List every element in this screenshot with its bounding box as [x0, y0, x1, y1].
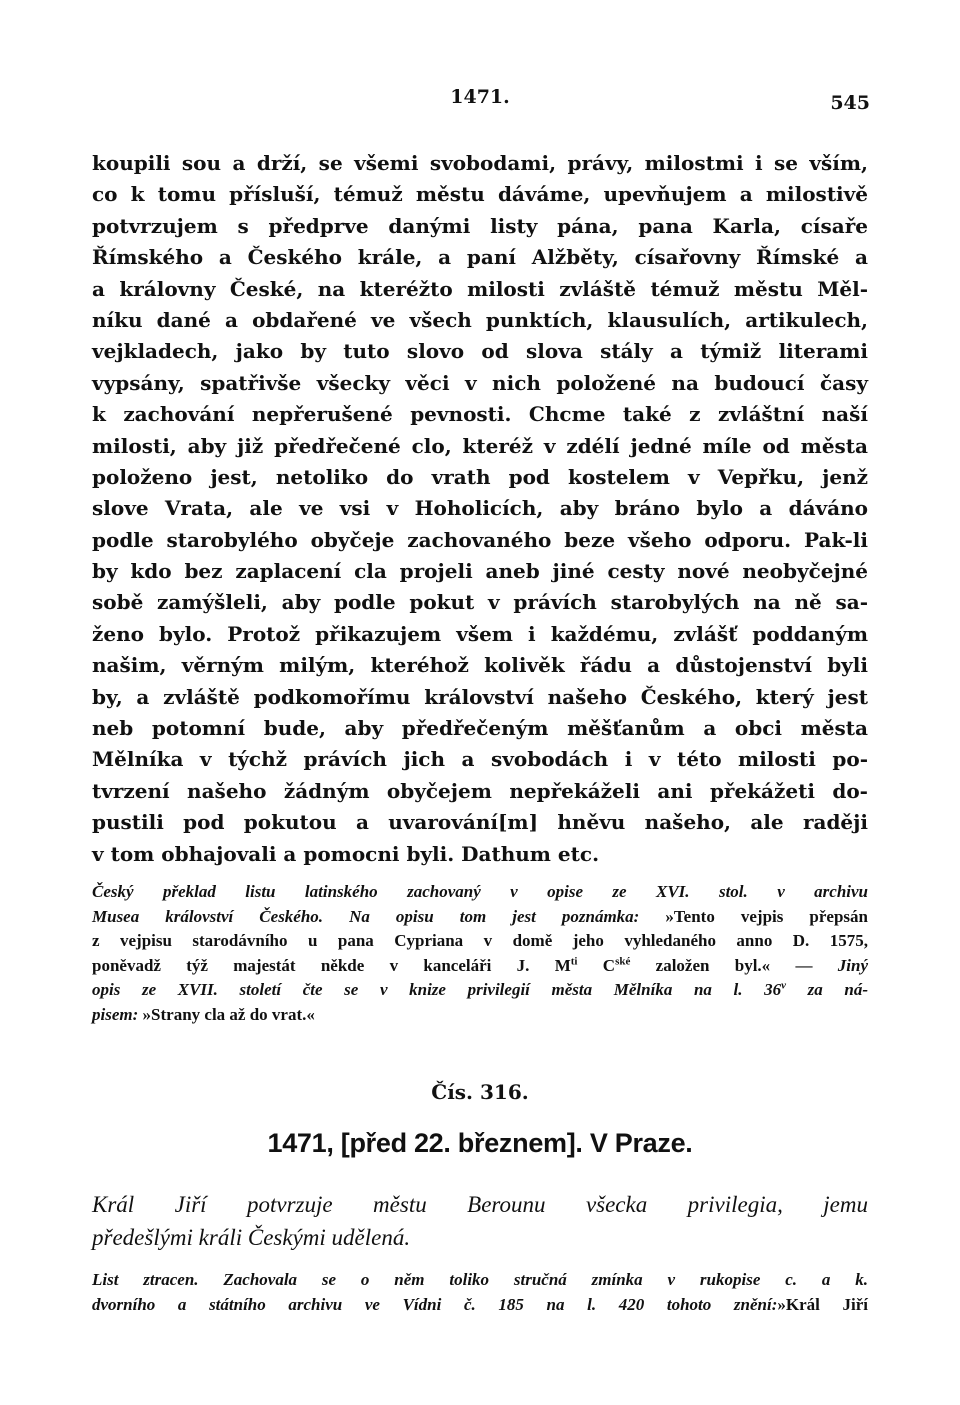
note-line	[92, 905, 868, 930]
note-italic-text: pisem:	[92, 1004, 139, 1024]
entry-summary	[92, 1188, 868, 1254]
text-line: našim, věrným milým, kteréhož kolivěk řádu a důstojenství byli	[92, 653, 868, 678]
note-quote-text: založen byl.« —	[630, 955, 813, 975]
charter-body-text	[92, 148, 868, 870]
note-italic-text: Musea království Českého. Na opisu tom jest poznámka:	[92, 906, 640, 926]
entry-heading: 1471, [před 22. březnem]. V Praze.	[267, 1128, 693, 1158]
text-line: k zachování nepřerušené pevnosti. Chcme také z zvláštní naší	[92, 402, 868, 427]
text-line: co k tomu přísluší, témuž městu dáváme, upevňujem a milostivě	[92, 182, 868, 207]
note-line: Český překlad listu latinského zachovaný v opise ze XVI. stol. v archivu	[92, 882, 868, 901]
note-italic-text: Jiný	[837, 955, 869, 975]
text-line: Římského a Českého krále, a paní Alžběty, císařovny Římské a	[92, 245, 868, 270]
note-quote-text: poněvadž týž majestát někde v kanceláři J. M	[92, 955, 571, 975]
text-line: neb potomní bude, aby předřečeným měšťanům a obci města	[92, 716, 868, 741]
text-line: vypsány, spatřivše všecky věci v nich položené na budoucí časy	[92, 370, 868, 395]
page-number: 545	[830, 92, 870, 114]
text-line: milosti, aby již předřečené clo, kteréž v zdélí jedné míle od města	[92, 433, 868, 458]
note-line	[92, 1003, 868, 1028]
text-line: a královny České, na kteréžto milosti zvláště témuž městu Měl-	[92, 276, 868, 301]
note-quote-text: »Král Jiří	[777, 1294, 868, 1314]
text-line: sobě zamýšleli, aby podle pokut v právích starobylých na ně sa-	[92, 590, 868, 615]
text-line: podle starobylého obyčeje zachovaného beze všeho odporu. Pak-li	[92, 527, 868, 552]
entry-source-note	[92, 1268, 868, 1317]
note-line: List ztracen. Zachovala se o něm toliko stručná zmínka v rukopise c. a k.	[92, 1270, 868, 1289]
text-line: Mělníka v týchž právích jich a svobodách i v této milosti po-	[92, 747, 868, 772]
note-line	[92, 1293, 868, 1318]
text-line: položeno jest, netoliko do vrath pod kostelem v Vepřku, jenž	[92, 464, 868, 489]
text-line: by, a zvláště podkomořímu království našeho Českého, který jest	[92, 684, 868, 709]
running-header-year: 1471.	[450, 86, 510, 108]
entry-number: Čís. 316.	[431, 1080, 529, 1104]
superscript: v	[781, 979, 787, 992]
text-line: koupili sou a drží, se všemi svobodami, právy, milostmi i se vším,	[92, 151, 868, 175]
summary-line: Král Jiří potvrzuje městu Berounu všecka privilegia, jemu	[92, 1192, 868, 1217]
text-line: potvrzujem s předprve danými listy pána, pana Karla, císaře	[92, 213, 868, 238]
note-line: z vejpisu starodávního u pana Cypriana v domě jeho vyhledaného anno D. 1575,	[92, 931, 868, 950]
text-line: slove Vrata, ale ve vsi v Hoholicích, aby bráno bylo a dáváno	[92, 496, 868, 521]
note-quote-text: »Strany cla až do vrat.«	[142, 1004, 315, 1024]
note-italic-text: dvorního a státního archivu ve Vídni č. 185 na l. 420 tohoto znění:	[92, 1294, 778, 1314]
note-line	[92, 954, 868, 979]
text-line: ženo bylo. Protož přikazujem všem i každému, zvlášť poddaným	[92, 621, 868, 646]
superscript: ti	[570, 954, 578, 967]
editorial-note	[92, 880, 868, 1027]
note-quote-text: C	[577, 955, 616, 975]
text-line: pustili pod pokutou a uvarování[m] hněvu našeho, ale raději	[92, 810, 868, 835]
text-line: vejkladech, jako by tuto slovo od slova stály a týmiž literami	[92, 339, 868, 364]
note-italic-text: opis ze XVII. století čte se v knize privilegií města Mělníka na l. 36	[92, 980, 782, 999]
note-quote-text: »Tento vejpis přepsán	[665, 906, 869, 926]
text-line: tvrzení našeho žádným obyčejem nepřekáželi ani překážeti do-	[92, 778, 868, 803]
superscript: ské	[615, 954, 631, 967]
note-line	[92, 978, 868, 1003]
summary-line: předešlými králi Českými udělená.	[92, 1225, 411, 1250]
text-line: níku dané a obdařené ve všech punktích, klausulích, artikulech,	[92, 307, 868, 332]
note-italic-text: za ná-	[786, 980, 868, 999]
text-line: v tom obhajovali a pomocni byli. Dathum etc.	[92, 841, 600, 866]
text-line: by kdo bez zaplacení cla projeli aneb jiné cesty nové neobyčejné	[92, 559, 868, 584]
